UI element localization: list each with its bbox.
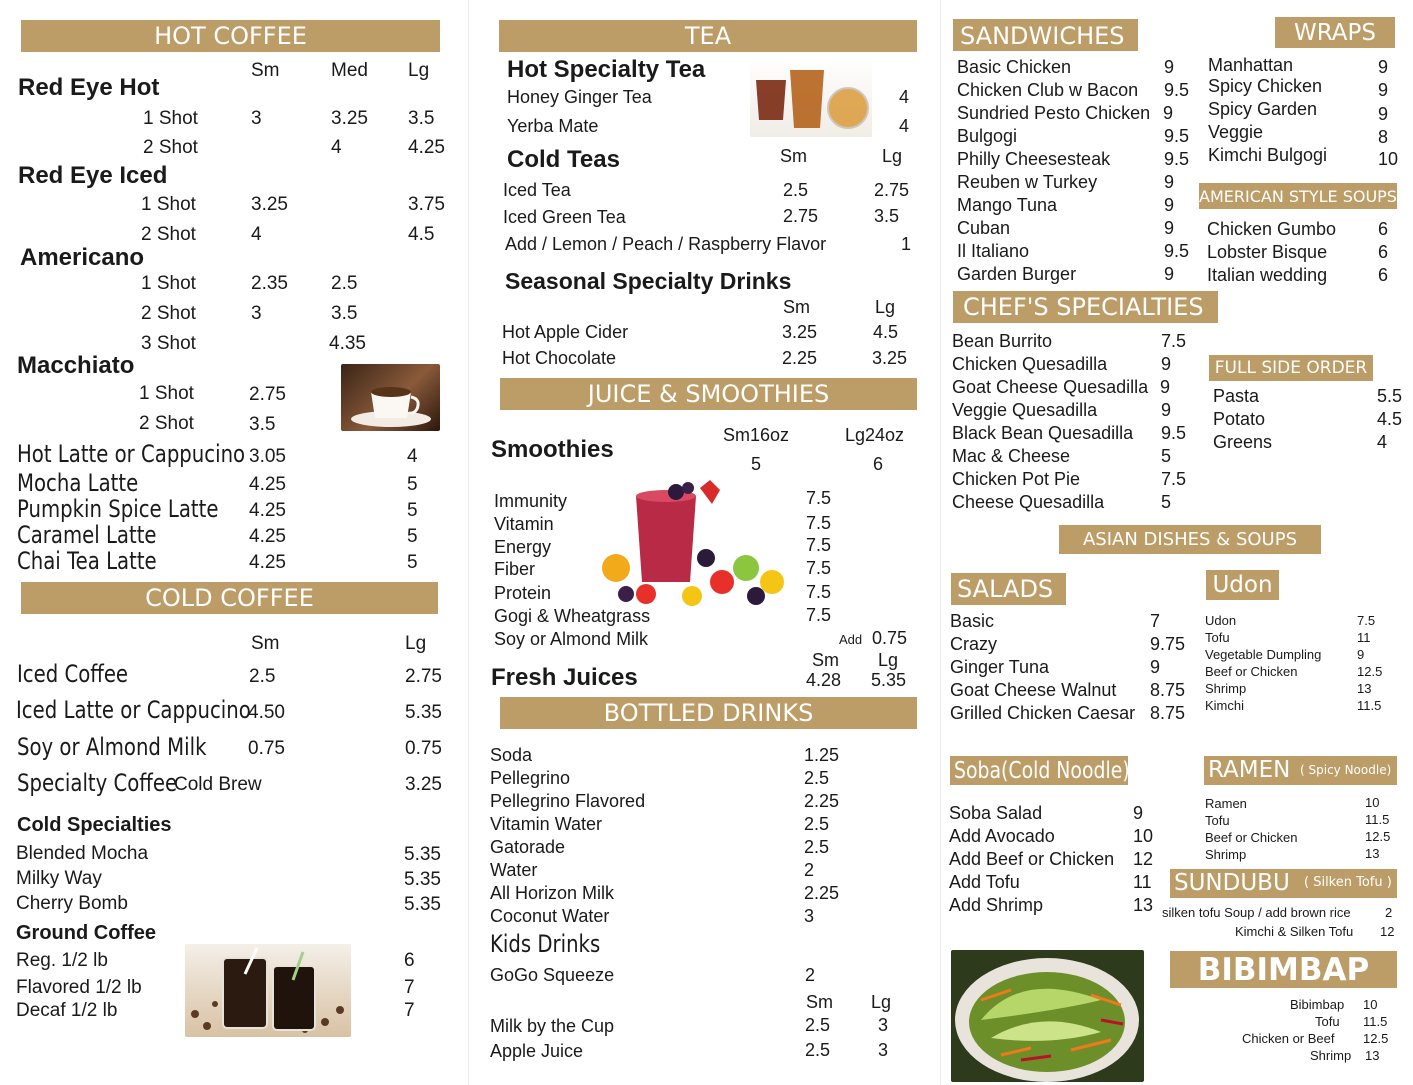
menu-item-name: Cuban (957, 218, 1011, 238)
macchiato-heading: Macchiato (17, 352, 135, 379)
menu-item-name: Pumpkin Spice Latte (17, 495, 219, 523)
menu-item-name: Add / Lemon / Peach / Raspberry Flavor (505, 234, 827, 254)
menu-item-name: Add Tofu (949, 872, 1020, 892)
menu-item-name: Chicken Quesadilla (952, 354, 1108, 374)
sundubu-header (1170, 869, 1397, 898)
price: 9.5 (1164, 241, 1190, 261)
price: 9 (1164, 264, 1175, 284)
sundubu-title: SUNDUBU (1174, 870, 1290, 896)
menu-item-name: Kimchi (1205, 698, 1245, 713)
price-sm: 4.28 (806, 670, 842, 690)
price: 0.75 (872, 628, 908, 648)
menu-item-name: Cheese Quesadilla (952, 492, 1105, 512)
menu-item-name: Black Bean Quesadilla (952, 423, 1134, 443)
menu-item-label: 1 Shot (141, 194, 196, 215)
menu-item-name: Garden Burger (957, 264, 1077, 284)
price: 8.75 (1150, 680, 1186, 700)
salad-photo (951, 950, 1144, 1082)
price-sm: 3.05 (249, 446, 286, 467)
menu-item-name: Hot Apple Cider (502, 322, 629, 342)
price: 9 (1133, 803, 1144, 823)
price: 2.5 (804, 768, 830, 788)
price: 5.35 (404, 894, 441, 915)
sandwiches-header: SANDWICHES (953, 19, 1138, 51)
price: 7.5 (1161, 469, 1187, 489)
juice-smoothies-header: JUICE & SMOOTHIES (500, 378, 917, 410)
menu-item-label: 2 Shot (143, 137, 198, 158)
price: 13 (1365, 1048, 1380, 1063)
price: 7.5 (806, 535, 832, 555)
price-med: 3.25 (331, 108, 368, 129)
menu-item-name: Lobster Bisque (1207, 242, 1328, 262)
size-med-label: Med (331, 60, 368, 81)
price: 6 (404, 950, 415, 971)
menu-item-name: Mac & Cheese (952, 446, 1071, 466)
menu-item-name: Blended Mocha (16, 843, 149, 864)
price: 9.5 (1164, 126, 1190, 146)
menu-item-name: Spicy Chicken (1208, 76, 1323, 96)
menu-item-name: Shrimp (1205, 847, 1247, 862)
menu-item-name: Pellegrino Flavored (490, 791, 646, 811)
price: 9 (1150, 657, 1161, 677)
price: 9 (1161, 354, 1172, 374)
udon-header: Udon (1206, 570, 1279, 600)
price: 13 (1365, 846, 1380, 861)
price: 7.5 (1161, 331, 1187, 351)
price-sm: 2.35 (251, 273, 288, 294)
menu-item-name: Tofu (1315, 1014, 1340, 1029)
menu-item-label: 2 Shot (141, 224, 196, 245)
iced-coffee-photo (185, 944, 351, 1037)
price: 11 (1133, 872, 1152, 892)
price-lg: 3.75 (408, 194, 445, 215)
menu-item-name: Reuben w Turkey (957, 172, 1098, 192)
price-lg: 4 (407, 446, 418, 467)
price: 4.5 (1377, 409, 1403, 429)
price: 9 (1163, 103, 1174, 123)
price: 9 (1164, 218, 1175, 238)
tea-header: TEA (499, 20, 917, 52)
american-soups-header: AMERICAN STYLE SOUPS (1199, 183, 1397, 209)
price-sm: 2.5 (249, 666, 276, 687)
price: 13 (1357, 681, 1372, 696)
price-sm: 2.25 (782, 348, 818, 368)
size-sm-label: Sm (783, 297, 810, 317)
menu-item-name: Reg. 1/2 lb (16, 950, 108, 971)
price: 1.25 (804, 745, 840, 765)
price-sm: 2.5 (783, 180, 809, 200)
size-lg-label: Lg (878, 650, 899, 670)
price-lg: 0.75 (405, 738, 442, 759)
ground-coffee-heading: Ground Coffee (16, 922, 156, 944)
price-lg: 5 (407, 526, 418, 547)
price: 9 (1161, 400, 1172, 420)
menu-item-name: GoGo Squeeze (490, 965, 615, 985)
price: 9.5 (1161, 423, 1187, 443)
price-sm: 4.25 (249, 552, 286, 573)
menu-item-name: Cherry Bomb (16, 893, 128, 914)
price-sm: 4 (251, 224, 262, 245)
menu-item-name: Mango Tuna (957, 195, 1058, 215)
price-lg: 2.75 (874, 180, 910, 200)
price: 9.5 (1164, 149, 1190, 169)
asian-dishes-header: ASIAN DISHES & SOUPS (1059, 525, 1321, 554)
menu-item-name: Shrimp (1205, 681, 1247, 696)
price-sm: 4.25 (249, 474, 286, 495)
menu-item-name: Gogi & Wheatgrass (494, 606, 651, 626)
menu-item-name: Gatorade (490, 837, 566, 857)
menu-item-name: Bulgogi (957, 126, 1018, 146)
price: 12.5 (1357, 664, 1383, 679)
menu-item-name: Energy (494, 537, 552, 557)
price: 9 (1164, 172, 1175, 192)
menu-item-name: Goat Cheese Quesadilla (952, 377, 1149, 397)
menu-item-name: Pellegrino (490, 768, 571, 788)
price: 11 (1357, 630, 1371, 645)
price-sm: 2.75 (783, 206, 819, 226)
price: 9 (1160, 377, 1171, 397)
menu-item-name: Greens (1213, 432, 1273, 452)
price: 10 (1133, 826, 1154, 846)
size-lg-label: Lg (408, 60, 430, 81)
size-lg-label: Lg (882, 146, 903, 166)
menu-item-name: Iced Green Tea (503, 207, 626, 227)
price: 9 (1378, 57, 1389, 77)
price-lg: 5 (407, 500, 418, 521)
price-sm: 4.25 (249, 500, 286, 521)
menu-item-label: 2 Shot (139, 413, 194, 434)
price: 7.5 (1357, 613, 1376, 628)
menu-item-label: 1 Shot (143, 108, 198, 129)
price: 5 (1161, 446, 1172, 466)
menu-item-name: Yerba Mate (507, 116, 599, 136)
menu-item-name: Goat Cheese Walnut (950, 680, 1117, 700)
menu-item-name: Soda (490, 745, 533, 765)
menu-item-name: Sundried Pesto Chicken (957, 103, 1151, 123)
price-lg: 5.35 (871, 670, 907, 690)
price-med: 4.35 (329, 333, 366, 354)
price: 2.5 (804, 837, 830, 857)
soba-title: Soba(Cold Noodle) (954, 758, 1130, 784)
price: 12 (1380, 924, 1395, 939)
menu-item-name: Kimchi & Silken Tofu (1235, 924, 1354, 939)
price: 9 (1357, 647, 1365, 662)
add-label: Add (839, 632, 863, 647)
hot-coffee-header: HOT COFFEE (21, 20, 440, 52)
menu-item-name: Coconut Water (490, 906, 610, 926)
menu-item-name: Kimchi Bulgogi (1208, 145, 1328, 165)
price: 10 (1378, 149, 1399, 169)
price: 9.5 (1164, 80, 1190, 100)
kids-drinks-heading: Kids Drinks (490, 930, 601, 958)
price: 5.5 (1377, 386, 1403, 406)
price: 11.5 (1363, 1014, 1388, 1029)
menu-item-name: Iced Latte or Cappucino (16, 696, 251, 724)
menu-item-name: Add Shrimp (949, 895, 1044, 915)
fresh-juices-heading: Fresh Juices (491, 664, 638, 691)
ramen-title: RAMEN (1208, 757, 1291, 783)
price: 7 (1150, 611, 1161, 631)
price: 9 (1164, 57, 1175, 77)
menu-item-name: Crazy (950, 634, 998, 654)
chefs-specialties-header: CHEF'S SPECIALTIES (953, 291, 1218, 323)
price: 7.5 (806, 582, 832, 602)
menu-item-name: Soy or Almond Milk (17, 733, 207, 761)
menu-item-name: Soba Salad (949, 803, 1043, 823)
price: 12 (1133, 849, 1154, 869)
menu-item-name: Veggie Quesadilla (952, 400, 1098, 420)
price-lg: 4.5 (408, 224, 435, 245)
price: 7.5 (806, 605, 832, 625)
price: 12.5 (1363, 1031, 1389, 1046)
menu-item-name: Tofu (1205, 630, 1230, 645)
menu-item-name: Milk by the Cup (490, 1016, 615, 1036)
ramen-header (1204, 756, 1397, 785)
price-sm: 3 (251, 303, 262, 324)
price: 9 (1378, 80, 1389, 100)
menu-item-name: Hot Latte or Cappucino (17, 440, 246, 468)
price: 4 (899, 87, 910, 107)
bottled-drinks-header: BOTTLED DRINKS (500, 697, 917, 729)
menu-item-name: Decaf 1/2 lb (16, 1000, 118, 1021)
red-eye-iced-heading: Red Eye Iced (18, 162, 168, 189)
menu-item-suffix: Cold Brew (174, 774, 262, 795)
price: 7.5 (806, 558, 832, 578)
menu-item-name: Chicken Club w Bacon (957, 80, 1139, 100)
menu-item-name: Spicy Garden (1208, 99, 1318, 119)
price-lg: 6 (873, 454, 884, 474)
price: 9.75 (1150, 634, 1186, 654)
price: 2 (805, 965, 816, 985)
price-sm: 0.75 (248, 738, 285, 759)
price: 10 (1363, 997, 1378, 1012)
cold-teas-heading: Cold Teas (507, 146, 620, 173)
price-lg: 3.25 (405, 774, 442, 795)
price: 11.5 (1357, 698, 1382, 713)
cold-specialties-heading: Cold Specialties (17, 814, 172, 836)
menu-item-name: Philly Cheesesteak (957, 149, 1111, 169)
price-sm: 5 (751, 454, 762, 474)
size-lg-label: Lg (871, 992, 892, 1012)
price-lg: 3.5 (874, 206, 900, 226)
price: 2 (804, 860, 815, 880)
price: 7.5 (806, 488, 832, 508)
sundubu-subtitle: ( Silken Tofu ) (1304, 875, 1392, 890)
price: 13 (1133, 895, 1154, 915)
menu-item-name: Flavored 1/2 lb (16, 977, 142, 998)
price-sm: 3.25 (782, 322, 818, 342)
hot-specialty-tea-heading: Hot Specialty Tea (507, 56, 706, 83)
size-sm-label: Sm (806, 992, 833, 1012)
menu-item-name: Add Beef or Chicken (949, 849, 1115, 869)
price-sm: 4.25 (249, 526, 286, 547)
menu-item-name: Grilled Chicken Caesar (950, 703, 1136, 723)
price: 8 (1378, 127, 1389, 147)
price: 7.5 (806, 513, 832, 533)
price: 5 (1161, 492, 1172, 512)
menu-item-label: 3 Shot (141, 333, 196, 354)
cold-coffee-header: COLD COFFEE (21, 582, 438, 614)
menu-item-name: Mocha Latte (17, 469, 139, 497)
menu-item-name: Iced Tea (503, 180, 571, 200)
menu-item-name: Protein (494, 583, 552, 603)
size-lg-label: Lg24oz (845, 425, 905, 445)
price: 2 (1385, 905, 1393, 920)
price-sm: 2.5 (805, 1015, 831, 1035)
menu-item-name: Chicken or Beef (1242, 1031, 1335, 1046)
price: 6 (1378, 219, 1389, 239)
menu-item-name: Specialty Coffee (17, 769, 178, 797)
price-lg: 5.35 (405, 702, 442, 723)
price: 8.75 (1150, 703, 1186, 723)
salads-header: SALADS (951, 573, 1066, 605)
price-med: 2.5 (331, 273, 358, 294)
seasonal-drinks-heading: Seasonal Specialty Drinks (505, 268, 792, 294)
price-lg: 3 (878, 1040, 889, 1060)
size-sm-label: Sm (812, 650, 839, 670)
price: 9 (1378, 104, 1389, 124)
menu-item-label: 1 Shot (139, 383, 194, 404)
size-lg-label: Lg (875, 297, 896, 317)
full-side-order-header: FULL SIDE ORDER (1209, 355, 1373, 381)
menu-item-label: 2 Shot (141, 303, 196, 324)
price: 6 (1378, 242, 1389, 262)
price-med: 4 (331, 137, 342, 158)
price: 4 (1377, 432, 1388, 452)
menu-item-name: Manhattan (1208, 55, 1294, 75)
size-lg-label: Lg (405, 633, 427, 654)
menu-item-name: Basic (950, 611, 995, 631)
menu-item-name: All Horizon Milk (490, 883, 615, 903)
menu-item-name: Vegetable Dumpling (1205, 647, 1322, 662)
price-lg: 3.5 (408, 108, 435, 129)
menu-item-name: Bean Burrito (952, 331, 1053, 351)
price: 4 (899, 116, 910, 136)
size-sm-label: Sm16oz (723, 425, 790, 445)
price: 2.25 (804, 883, 840, 903)
menu-item-name: Vitamin Water (490, 814, 603, 834)
menu-item-name: Italian wedding (1207, 265, 1328, 285)
menu-item-name: Ramen (1205, 796, 1247, 811)
price: 10 (1365, 795, 1380, 810)
menu-item-name: Milky Way (16, 868, 102, 889)
menu-item-name: Iced Coffee (17, 660, 129, 688)
price: 6 (1378, 265, 1389, 285)
price-lg: 5 (407, 552, 418, 573)
menu-item-name: Hot Chocolate (502, 348, 617, 368)
price: 5.35 (404, 869, 441, 890)
menu-item-name: Honey Ginger Tea (507, 87, 652, 107)
menu-item-name: Fiber (494, 559, 536, 579)
price-sm: 4.50 (248, 702, 285, 723)
menu-item-name: Chai Tea Latte (17, 547, 157, 575)
price-sm: 2.5 (805, 1040, 831, 1060)
menu-item-name: Il Italiano (957, 241, 1030, 261)
menu-item-name: Soy or Almond Milk (494, 629, 649, 649)
soba-header (950, 756, 1128, 785)
tea-cups-photo (750, 58, 872, 137)
price: 2.25 (804, 791, 840, 811)
coffee-cup-photo (341, 364, 440, 431)
bibimbap-header: BIBIMBAP (1170, 951, 1397, 988)
price-lg: 3 (878, 1015, 889, 1035)
menu-item-name: silken tofu Soup / add brown rice (1162, 905, 1351, 920)
menu-item-name: Caramel Latte (17, 521, 157, 549)
menu-item-name: Chicken Gumbo (1207, 219, 1337, 239)
menu-item-name: Ginger Tuna (950, 657, 1050, 677)
menu-item-name: Bibimbap (1290, 997, 1345, 1012)
price-sm: 2.75 (249, 384, 286, 405)
price-med: 3.5 (331, 303, 358, 324)
menu-item-name: Tofu (1205, 813, 1230, 828)
menu-item-name: Shrimp (1310, 1048, 1352, 1063)
price-lg: 2.75 (405, 666, 442, 687)
size-sm-label: Sm (251, 60, 280, 81)
size-sm-label: Sm (251, 633, 280, 654)
price-lg: 4.25 (408, 137, 445, 158)
menu-item-name: Water (490, 860, 538, 880)
price-sm: 3.5 (249, 414, 276, 435)
price-sm: 3 (251, 108, 262, 129)
price: 11.5 (1365, 812, 1390, 827)
red-eye-hot-heading: Red Eye Hot (18, 74, 160, 101)
menu-item-name: Pasta (1213, 386, 1260, 406)
price-sm: 3.25 (251, 194, 288, 215)
price: 7 (404, 1000, 415, 1021)
size-sm-label: Sm (780, 146, 807, 166)
price: 3 (804, 906, 815, 926)
menu-item-label: 1 Shot (141, 273, 196, 294)
price-lg: 1 (901, 234, 912, 254)
menu-item-name: Basic Chicken (957, 57, 1072, 77)
price-lg: 3.25 (872, 348, 908, 368)
menu-item-name: Beef or Chicken (1205, 664, 1298, 679)
menu-item-name: Veggie (1208, 122, 1264, 142)
wraps-header: WRAPS (1275, 17, 1395, 48)
menu-item-name: Potato (1213, 409, 1266, 429)
price: 12.5 (1365, 829, 1391, 844)
menu-item-name: Vitamin (494, 514, 554, 534)
smoothie-photo (596, 478, 801, 610)
price-lg: 5 (407, 474, 418, 495)
menu-item-name: Immunity (494, 491, 568, 511)
ramen-subtitle: ( Spicy Noodle) (1300, 763, 1392, 777)
menu-item-name: Beef or Chicken (1205, 830, 1298, 845)
price: 9 (1164, 195, 1175, 215)
smoothies-heading: Smoothies (491, 436, 614, 463)
menu-item-name: Chicken Pot Pie (952, 469, 1081, 489)
americano-heading: Americano (20, 244, 145, 271)
price: 2.5 (804, 814, 830, 834)
price: 5.35 (404, 844, 441, 865)
menu-item-name: Apple Juice (490, 1041, 584, 1061)
price: 7 (404, 977, 415, 998)
menu-item-name: Udon (1205, 613, 1237, 628)
menu-item-name: Add Avocado (949, 826, 1055, 846)
price-lg: 4.5 (873, 322, 899, 342)
